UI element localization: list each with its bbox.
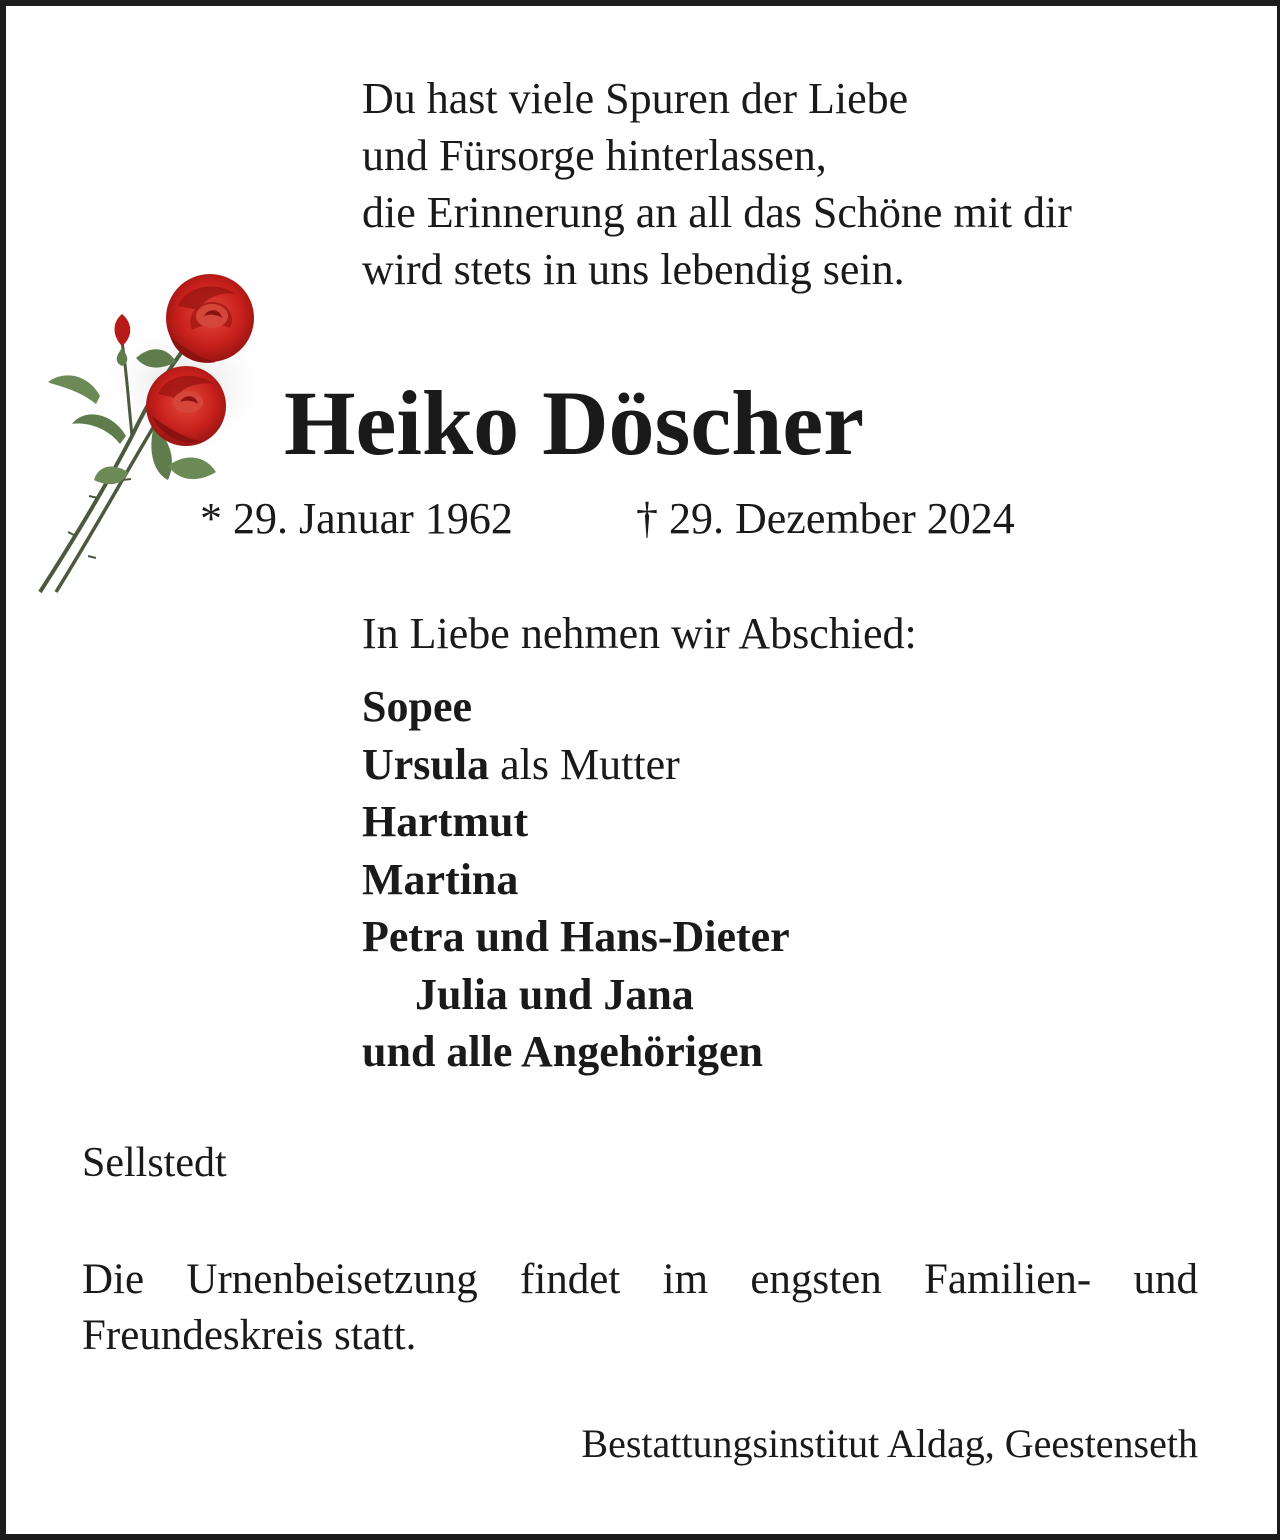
mourner-name: Hartmut	[362, 797, 529, 846]
farewell-intro: In Liebe nehmen wir Abschied:	[362, 609, 917, 658]
mourner-item	[362, 793, 790, 851]
mourner-name: Petra und Hans-Dieter	[362, 912, 790, 961]
mourner-item	[362, 908, 790, 966]
mourner-item	[362, 678, 790, 736]
mourners-list	[362, 678, 790, 1081]
poem-line: und Fürsorge hinterlassen,	[362, 131, 827, 180]
mourner-name: und alle Angehörigen	[362, 1027, 763, 1076]
mourner-name: Ursula	[362, 739, 490, 789]
deceased-name: Heiko Döscher	[284, 372, 865, 474]
mourner-item	[362, 851, 790, 909]
mourner-item	[362, 1023, 790, 1081]
undertaker-credit: Bestattungsinstitut Aldag, Geestenseth	[581, 1421, 1198, 1466]
mourner-relation: als Mutter	[489, 739, 680, 789]
place-name: Sellstedt	[82, 1140, 227, 1186]
death-date: † 29. Dezember 2024	[636, 494, 1015, 543]
mourner-name: Martina	[362, 854, 519, 904]
poem-line: Du hast viele Spuren der Liebe	[362, 74, 909, 123]
rose-icon	[36, 266, 272, 598]
poem-line: wird stets in uns lebendig sein.	[362, 245, 905, 294]
notice-line: Die Urnenbeisetzung findet im engsten Familien- und	[82, 1256, 1198, 1303]
birth-date: * 29. Januar 1962	[200, 494, 513, 543]
memorial-poem	[362, 70, 1072, 298]
burial-notice	[82, 1252, 1198, 1364]
mourner-name: Sopee	[362, 682, 472, 731]
notice-line: Freundeskreis statt.	[82, 1312, 417, 1359]
mourner-item	[362, 966, 790, 1024]
mourner-item	[362, 736, 790, 794]
mourner-name: Julia und Jana	[415, 969, 694, 1019]
poem-line: die Erinnerung an all das Schöne mit dir	[362, 188, 1072, 237]
